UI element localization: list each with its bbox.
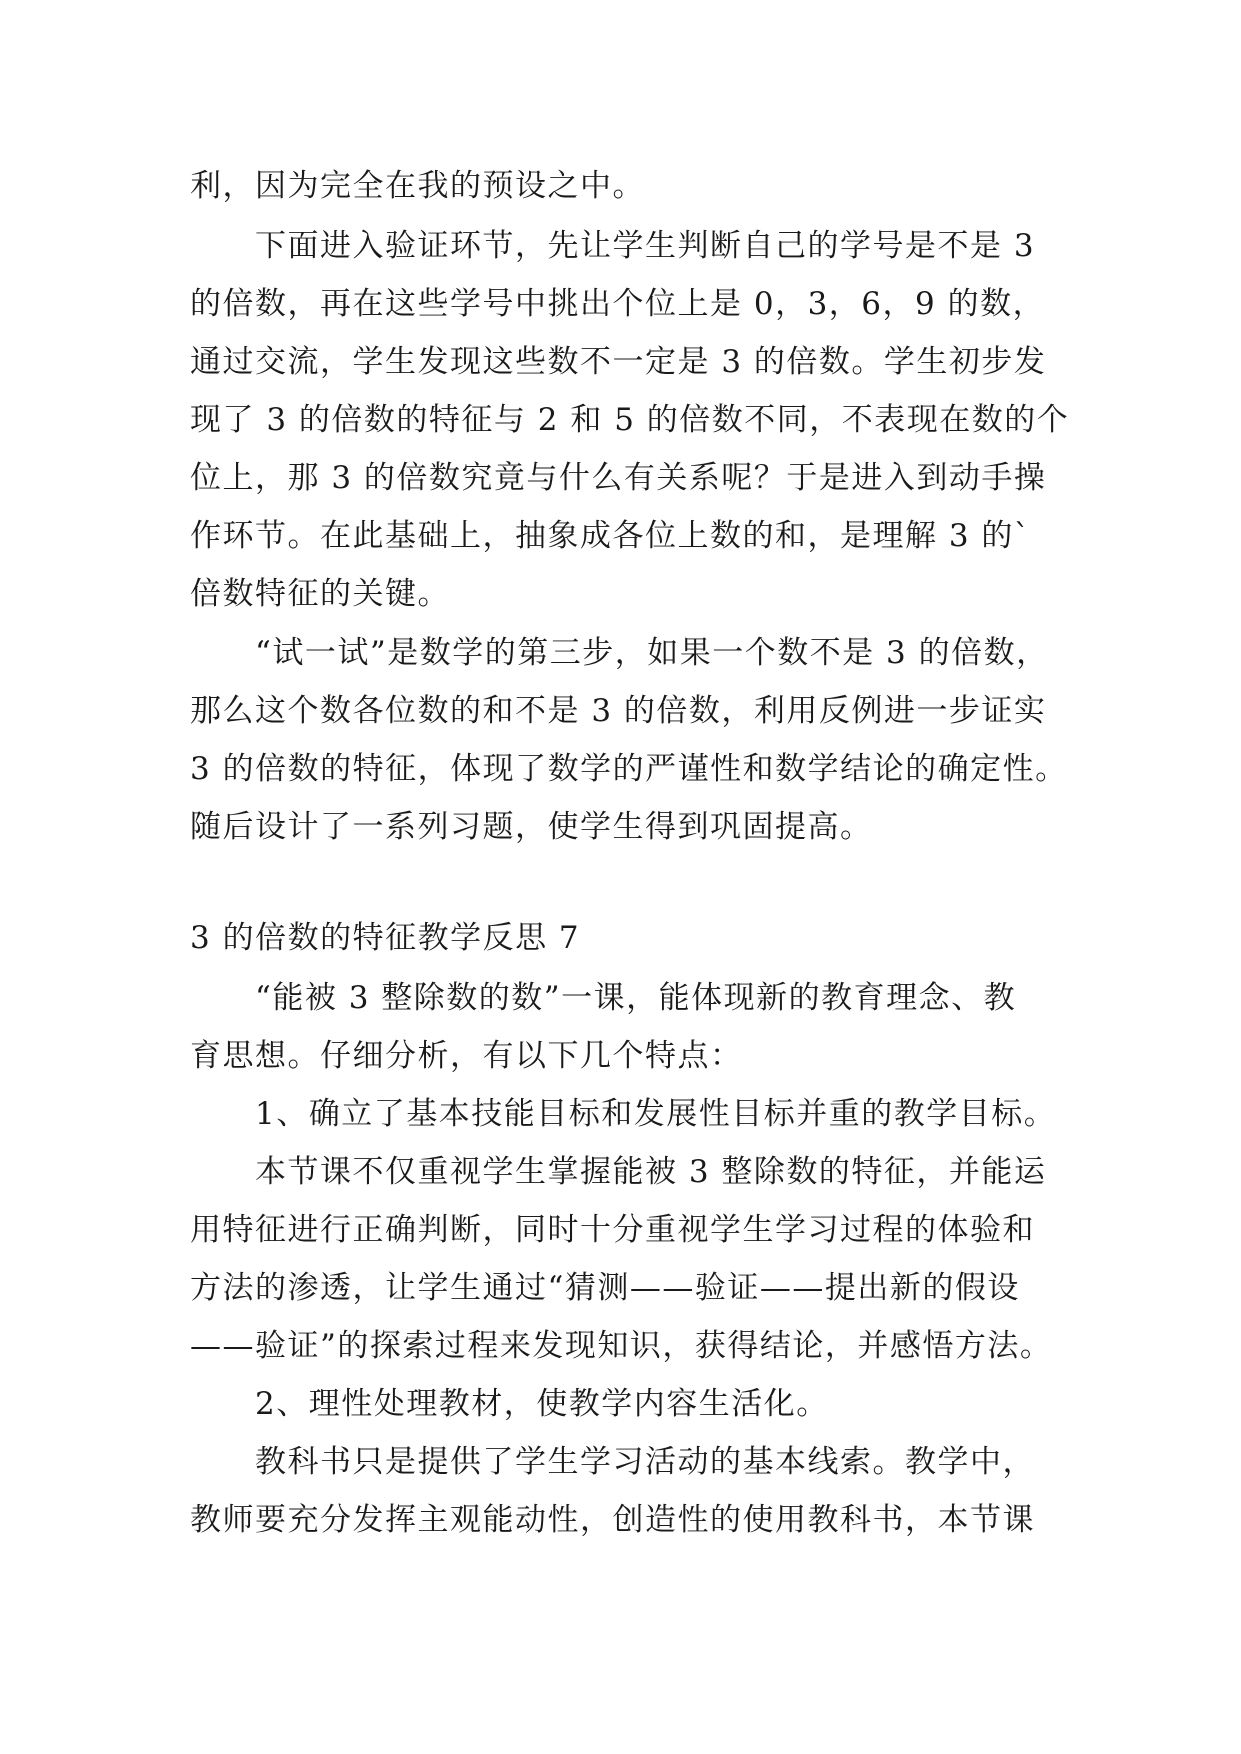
paragraph-line: 通过交流，学生发现这些数不一定是 3 的倍数。学生初步发 bbox=[190, 344, 1047, 380]
section-heading: 3 的倍数的特征教学反思 7 bbox=[190, 920, 581, 956]
paragraph-line: 作环节。在此基础上，抽象成各位上数的和，是理解 3 的` bbox=[190, 518, 1031, 554]
paragraph-line: 1、确立了基本技能目标和发展性目标并重的教学目标。 bbox=[255, 1096, 1057, 1132]
paragraph-line: 育思想。仔细分析，有以下几个特点： bbox=[190, 1038, 743, 1074]
paragraph-line: 倍数特征的关键。 bbox=[190, 576, 450, 612]
paragraph-line: 本节课不仅重视学生掌握能被 3 整除数的特征，并能运 bbox=[255, 1154, 1047, 1190]
paragraph-line: 2、理性处理教材，使教学内容生活化。 bbox=[255, 1386, 829, 1422]
paragraph-line: ——验证”的探索过程来发现知识，获得结论，并感悟方法。 bbox=[190, 1328, 1053, 1364]
paragraph-line: 随后设计了一系列习题，使学生得到巩固提高。 bbox=[190, 809, 873, 845]
paragraph-line: 的倍数，再在这些学号中挑出个位上是 0，3，6，9 的数， bbox=[190, 286, 1046, 322]
paragraph-line: 现了 3 的倍数的特征与 2 和 5 的倍数不同，不表现在数的个 bbox=[190, 402, 1070, 438]
paragraph-line: 方法的渗透，让学生通过“猜测——验证——提出新的假设 bbox=[190, 1270, 1020, 1306]
paragraph-line: 利，因为完全在我的预设之中。 bbox=[190, 168, 645, 204]
paragraph-line: 用特征进行正确判断，同时十分重视学生学习过程的体验和 bbox=[190, 1212, 1035, 1248]
paragraph-line: 下面进入验证环节，先让学生判断自己的学号是不是 3 bbox=[255, 228, 1036, 264]
paragraph-line: 3 的倍数的特征，体现了数学的严谨性和数学结论的确定性。 bbox=[190, 751, 1068, 787]
paragraph-line: 教科书只是提供了学生学习活动的基本线索。教学中， bbox=[255, 1444, 1035, 1480]
paragraph-line: “能被 3 整除数的数”一课，能体现新的教育理念、教 bbox=[255, 980, 1017, 1016]
paragraph-line: 那么这个数各位数的和不是 3 的倍数，利用反例进一步证实 bbox=[190, 693, 1047, 729]
paragraph-line: 教师要充分发挥主观能动性，创造性的使用教科书，本节课 bbox=[190, 1502, 1035, 1538]
paragraph-line: “试一试”是数学的第三步，如果一个数不是 3 的倍数， bbox=[255, 635, 1049, 671]
paragraph-line: 位上，那 3 的倍数究竟与什么有关系呢？于是进入到动手操 bbox=[190, 460, 1047, 496]
